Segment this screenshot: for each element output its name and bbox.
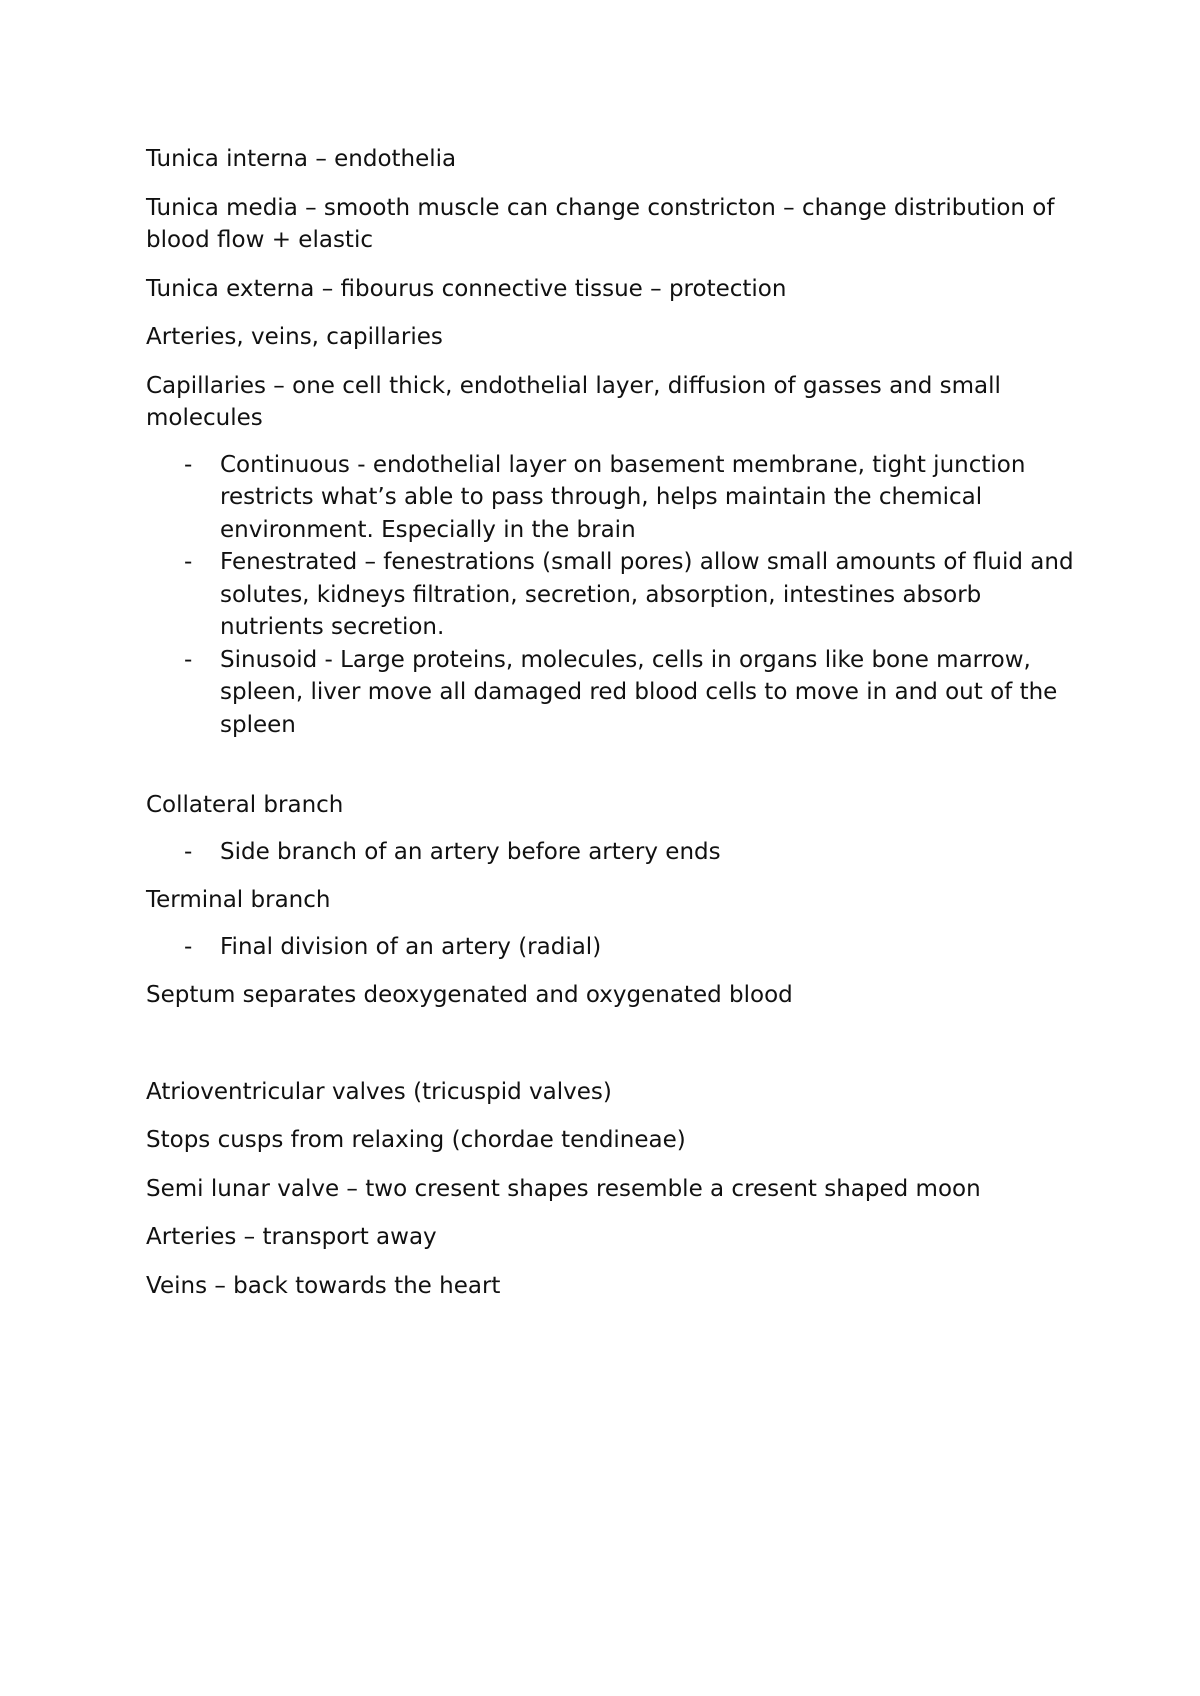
bullet-dash: - (184, 838, 193, 865)
paragraph-tunica-media: Tunica media – smooth muscle can change constricton – change distribution of blood flow + elastic (146, 194, 1055, 253)
list-item-text: Sinusoid - Large proteins, molecules, cells in organs like bone marrow, spleen, liver move all damaged red blood cells to move in and out of the spleen (220, 646, 1058, 738)
list-item-text: Final division of an artery (radial) (220, 933, 602, 960)
list-item (146, 644, 1076, 742)
blank-line (146, 741, 1076, 789)
paragraph-chordae: Stops cusps from relaxing (chordae tendineae) (146, 1127, 686, 1153)
paragraph-semilunar: Semi lunar valve – two cresent shapes resemble a cresent shaped moon (146, 1175, 981, 1202)
paragraph-terminal-branch: Terminal branch (146, 887, 331, 913)
paragraph-tunica-interna: Tunica interna – endothelia (146, 146, 457, 172)
bullet-dash: - (184, 451, 193, 478)
terminal-branch-list (146, 931, 1076, 964)
blank-line (146, 1028, 1076, 1076)
paragraph-collateral-branch: Collateral branch (146, 792, 344, 818)
paragraph-veins: Veins – back towards the heart (146, 1272, 501, 1299)
list-item (146, 546, 1076, 644)
bullet-dash: - (184, 933, 193, 960)
list-item-text: Side branch of an artery before artery ends (220, 838, 721, 865)
bullet-dash: - (184, 646, 193, 673)
bullet-dash: - (184, 549, 193, 575)
paragraph-av-valves: Atrioventricular valves (tricuspid valves) (146, 1078, 612, 1105)
paragraph-capillaries: Capillaries – one cell thick, endothelial layer, diffusion of gasses and small molecules (146, 372, 1001, 431)
capillary-types-list (146, 449, 1076, 742)
list-item (146, 836, 1076, 869)
paragraph-septum: Septum separates deoxygenated and oxygenated blood (146, 982, 793, 1008)
paragraph-vessel-types: Arteries, veins, capillaries (146, 324, 443, 350)
paragraph-arteries: Arteries – transport away (146, 1224, 437, 1250)
list-item-text: Continuous - endothelial layer on basement membrane, tight junction restricts what’s able to pass through, helps maintain the chemical environment. Especially in the brain (220, 451, 1026, 543)
list-item-text: Fenestrated – fenestrations (small pores) allow small amounts of fluid and solutes, kidneys filtration, secretion, absorption, intestines absorb nutrients secretion. (220, 549, 1074, 640)
list-item (146, 931, 1076, 964)
paragraph-tunica-externa: Tunica externa – fibourus connective tissue – protection (146, 275, 787, 302)
document-body (146, 143, 1076, 1318)
collateral-branch-list (146, 836, 1076, 869)
list-item (146, 449, 1076, 547)
